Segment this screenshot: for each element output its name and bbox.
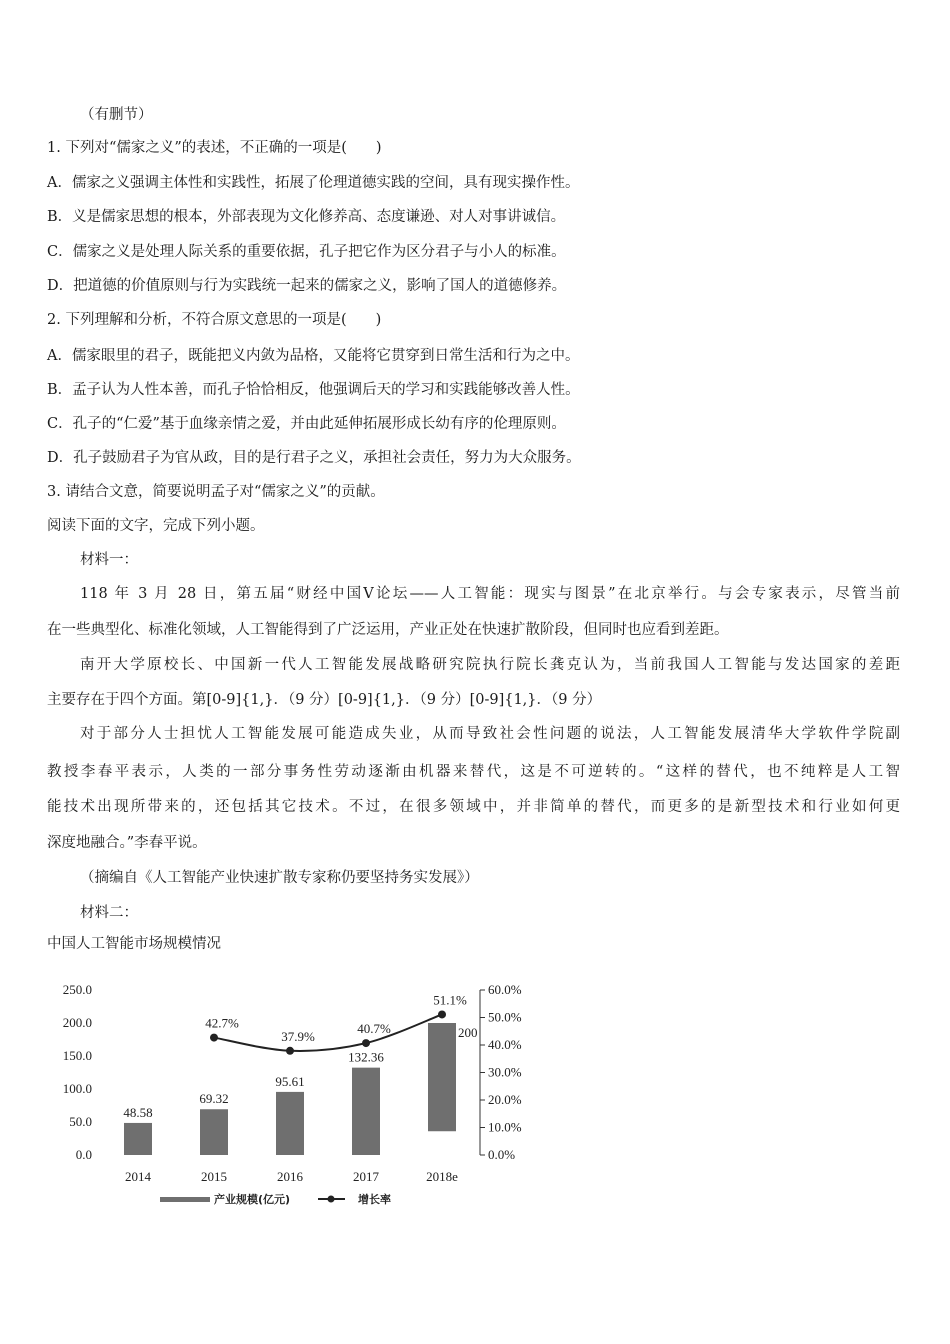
q2-option-a: A．儒家眼里的君子，既能把义内敛为品格，又能将它贯穿到日常生活和行为之中。 [47, 348, 580, 364]
y-left-tick-label: 50.0 [69, 1114, 92, 1129]
q2-option-c: C．孔子的“仁爱”基于血缘亲情之爱，并由此延伸拓展形成长幼有序的伦理原则。 [47, 416, 566, 432]
legend-line-marker [328, 1196, 335, 1203]
material-1-para-1-line-1: 118 年 3 月 28 日，第五届“财经中国Ⅴ论坛——人工智能：现实与图景”在北京举行。与会专家表示，尽管当前 [80, 586, 900, 602]
legend-line-label: 增长率 [358, 1193, 391, 1206]
reading-instruction: 阅读下面的文字，完成下列小题。 [47, 518, 265, 534]
growth-rate-line [214, 1014, 442, 1050]
y-left-tick-label: 0.0 [75, 1147, 92, 1162]
material-1-para-3-line-4: 深度地融合。”李春平说。 [47, 835, 207, 851]
bar-2016 [276, 1092, 304, 1155]
q2-option-d: D．孔子鼓励君子为官从政，目的是行君子之义，承担社会责任，努力为大众服务。 [47, 450, 581, 466]
source-note: （有删节） [80, 107, 153, 123]
bar-value-label: 48.58 [123, 1104, 153, 1120]
q1-option-b: B．义是儒家思想的根本，外部表现为文化修养高、态度谦逊、对人对事讲诚信。 [47, 209, 566, 225]
x-tick-label: 2017 [353, 1169, 379, 1184]
bar-value-label: 69.32 [199, 1091, 229, 1107]
q1-option-d: D．把道德的价值原则与行为实践统一起来的儒家之义，影响了国人的道德修养。 [47, 278, 567, 294]
y-left-tick-label: 100.0 [62, 1081, 92, 1096]
growth-value-label: 40.7% [357, 1021, 391, 1037]
bar-2017 [352, 1068, 380, 1155]
material-1-para-2-line-2: 主要存在于四个方面。第[0-9]{1,}．（9 分）[0-9]{1,}．（9 分）[0-9]{1,}．（9 分） [47, 692, 602, 708]
y-right-tick-label: 10.0% [488, 1119, 522, 1135]
growth-value-label: 37.9% [281, 1028, 315, 1044]
growth-point-2015 [210, 1034, 218, 1042]
growth-value-label: 42.7% [205, 1015, 239, 1031]
growth-point-2017 [362, 1039, 370, 1047]
x-tick-label: 2016 [277, 1169, 303, 1184]
growth-point-2018e [438, 1010, 446, 1018]
y-left-tick-label: 150.0 [62, 1048, 92, 1063]
x-tick-label: 2018e [426, 1169, 458, 1184]
bar-value-label: 200 [458, 1025, 478, 1040]
y-right-tick-label: 40.0% [488, 1037, 522, 1052]
bar-value-label: 132.36 [348, 1049, 384, 1065]
bar-2015 [200, 1109, 228, 1155]
y-right-tick-label: 30.0% [488, 1064, 522, 1080]
question-1: 1. 下列对“儒家之义”的表述，不正确的一项是( ) [47, 140, 382, 156]
material-1-para-3-line-1: 对于部分人士担忧人工智能发展可能造成失业，从而导致社会性问题的说法，人工智能发展清华大学软件学院副 [80, 726, 900, 742]
q1-option-a: A．儒家之义强调主体性和实践性，拓展了伦理道德实践的空间，具有现实操作性。 [47, 175, 580, 191]
chart-title: 中国人工智能市场规模情况 [47, 936, 221, 952]
material-1-heading: 材料一： [80, 552, 138, 568]
q1-option-c: C．儒家之义是处理人际关系的重要依据，孔子把它作为区分君子与小人的标准。 [47, 244, 566, 260]
growth-value-label: 51.1% [433, 992, 467, 1008]
material-1-para-1-line-2: 在一些典型化、标准化领域，人工智能得到了广泛运用，产业正处在快速扩散阶段，但同时也应看到差距。 [47, 622, 729, 638]
legend-bar-label: 产业规模(亿元) [214, 1193, 291, 1206]
y-right-tick-label: 50.0% [488, 1009, 522, 1025]
material-1-para-2-line-1: 南开大学原校长、中国新一代人工智能发展战略研究院执行院长龚克认为，当前我国人工智能与发达国家的差距 [80, 657, 900, 673]
market-size-chart [40, 970, 540, 1220]
x-tick-label: 2014 [125, 1169, 151, 1184]
material-1-source: （摘编自《人工智能产业快速扩散专家称仍要坚持务实发展》） [80, 870, 479, 886]
y-right-tick-label: 0.0% [488, 1147, 516, 1162]
question-2: 2. 下列理解和分析，不符合原文意思的一项是( ) [47, 312, 382, 328]
bar-2014 [124, 1123, 152, 1155]
growth-point-2016 [286, 1047, 294, 1055]
bar-2018e [428, 1023, 456, 1131]
question-3: 3. 请结合文意，简要说明孟子对“儒家之义”的贡献。 [47, 484, 385, 500]
q2-option-b: B．孟子认为人性本善，而孔子恰恰相反，他强调后天的学习和实践能够改善人性。 [47, 382, 580, 398]
y-left-tick-label: 250.0 [62, 982, 92, 997]
bar-value-label: 95.61 [275, 1073, 305, 1089]
material-1-para-3-line-2: 教授李春平表示，人类的一部分事务性劳动逐渐由机器来替代，这是不可逆转的。“这样的替代，也不纯粹是人工智 [47, 764, 900, 780]
material-1-para-3-line-3: 能技术出现所带来的，还包括其它技术。不过，在很多领域中，并非简单的替代，而更多的是新型技术和行业如何更 [47, 799, 900, 815]
legend-bar-swatch [160, 1197, 210, 1202]
x-tick-label: 2015 [201, 1169, 227, 1184]
y-right-tick-label: 60.0% [488, 982, 522, 997]
y-right-tick-label: 20.0% [488, 1092, 522, 1107]
material-2-heading: 材料二： [80, 905, 138, 921]
y-left-tick-label: 200.0 [62, 1015, 92, 1030]
